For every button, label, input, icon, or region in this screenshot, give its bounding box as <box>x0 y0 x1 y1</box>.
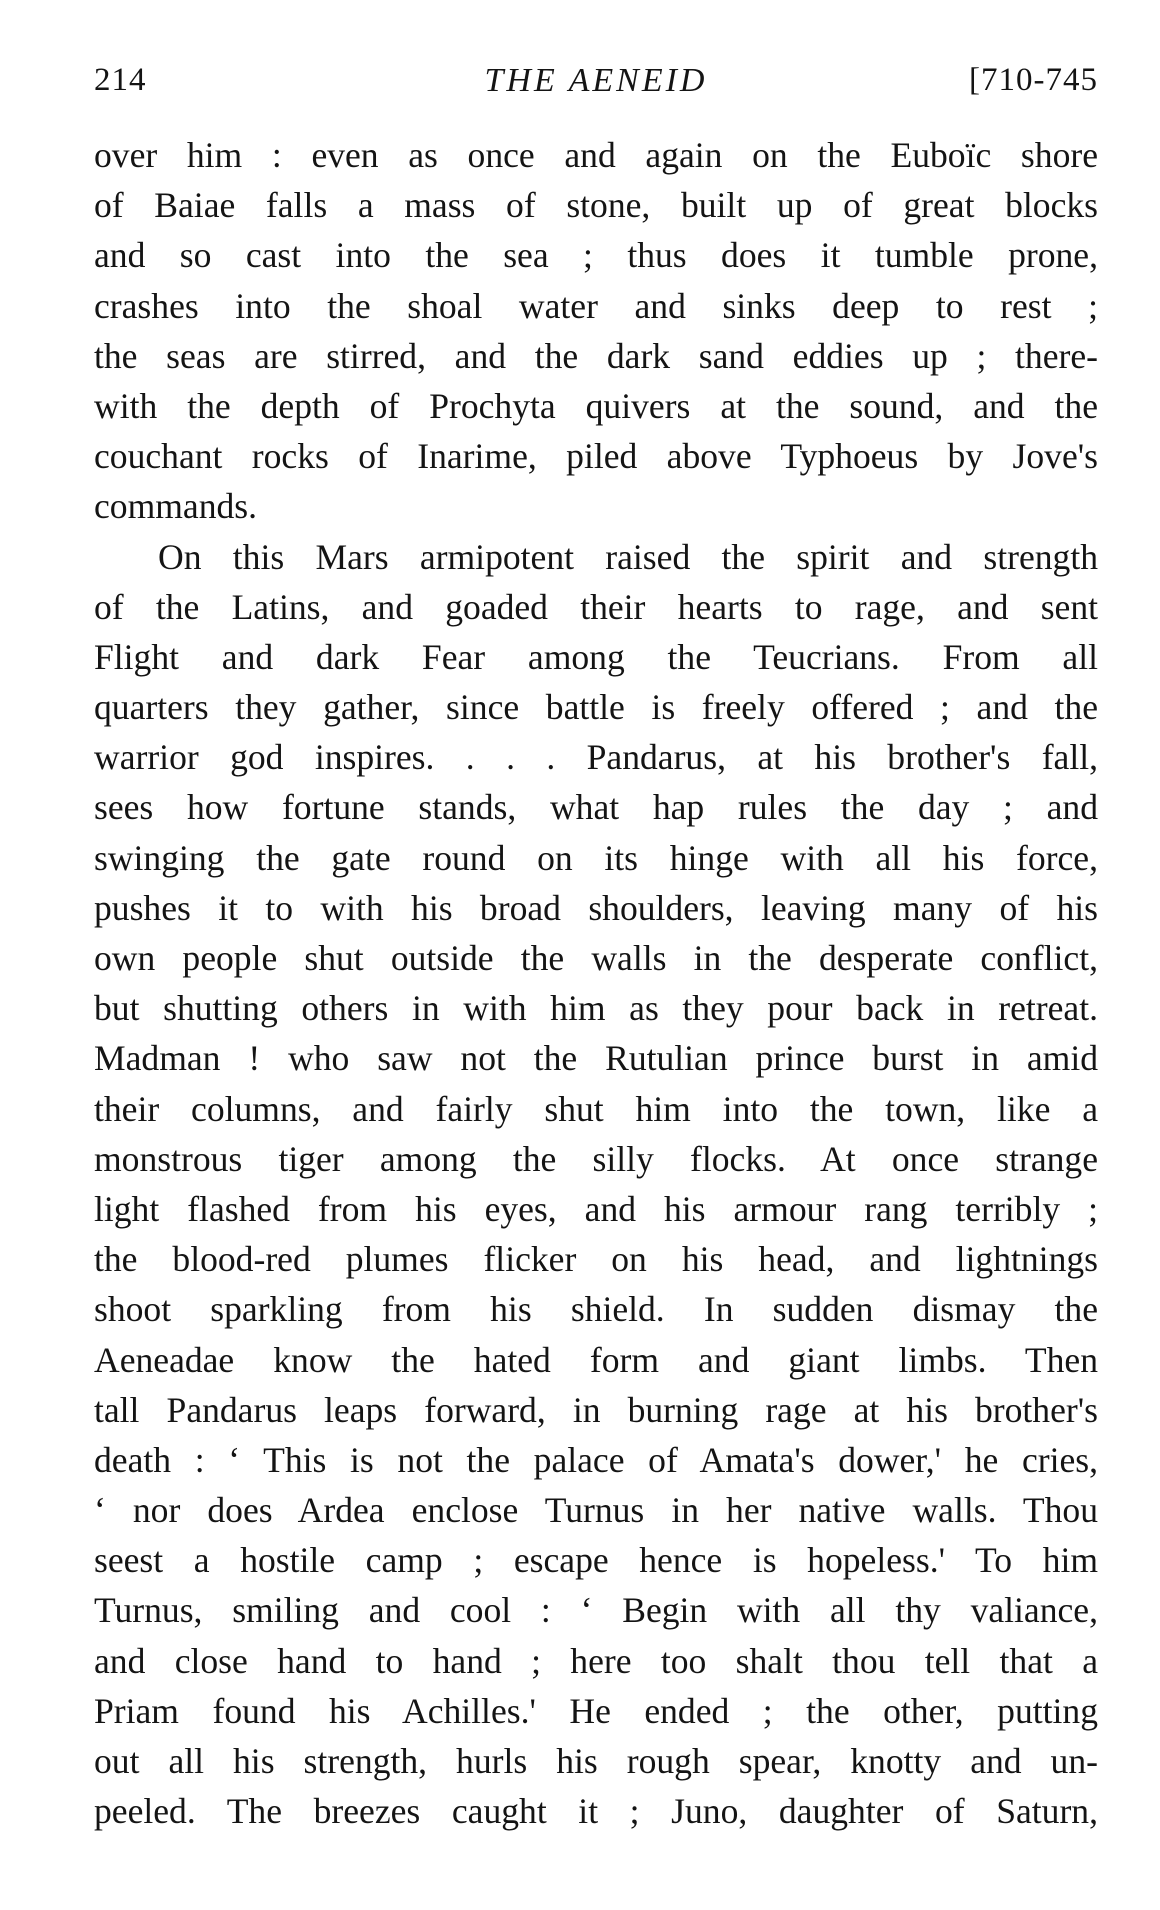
text-line: On this Mars armipotent raised the spirit and strength <box>158 536 1098 577</box>
text-line: seest a hostile camp ; escape hence is hopeless.' To him <box>94 1540 1098 1581</box>
text-line: crashes into the shoal water and sinks deep to rest ; <box>94 285 1098 326</box>
text-line: peeled. The breezes caught it ; Juno, daughter of Saturn, <box>94 1791 1098 1832</box>
text-line: shoot sparkling from his shield. In sudden dismay the <box>94 1289 1098 1330</box>
paragraph <box>94 130 1098 532</box>
text-line: swinging the gate round on its hinge with all his force, <box>94 837 1098 878</box>
text-line: light flashed from his eyes, and his armour rang terribly ; <box>94 1188 1098 1229</box>
text-line: monstrous tiger among the silly flocks. At once strange <box>94 1138 1098 1179</box>
text-line: tall Pandarus leaps forward, in burning rage at his brother's <box>94 1389 1098 1430</box>
text-line: their columns, and fairly shut him into the town, like a <box>94 1088 1098 1129</box>
body-text <box>94 130 1098 1836</box>
text-line: and close hand to hand ; here too shalt thou tell that a <box>94 1640 1098 1681</box>
page-number: 214 <box>94 62 147 98</box>
text-line: out all his strength, hurls his rough spear, knotty and un- <box>94 1741 1098 1781</box>
text-line: of Baiae falls a mass of stone, built up of great blocks <box>94 185 1098 226</box>
line-range: [710-745 <box>969 62 1098 98</box>
text-line: and so cast into the sea ; thus does it tumble prone, <box>94 235 1098 276</box>
text-line: pushes it to with his broad shoulders, leaving many of his <box>94 887 1098 928</box>
text-line: own people shut outside the walls in the desperate conflict, <box>94 938 1098 978</box>
text-line: commands. <box>94 486 258 527</box>
text-line: of the Latins, and goaded their hearts to rage, and sent <box>94 586 1098 627</box>
running-title: THE AENEID <box>484 62 708 99</box>
paragraph <box>94 532 1098 1837</box>
text-line: death : ‘ This is not the palace of Amata's dower,' he cries, <box>94 1439 1098 1480</box>
text-line: with the depth of Prochyta quivers at the sound, and the <box>94 385 1098 426</box>
text-line: Madman ! who saw not the Rutulian prince burst in amid <box>94 1038 1098 1079</box>
text-line: couchant rocks of Inarime, piled above Typhoeus by Jove's <box>94 436 1098 477</box>
text-line: Aeneadae know the hated form and giant limbs. Then <box>94 1339 1098 1380</box>
text-line: quarters they gather, since battle is freely offered ; and the <box>94 687 1098 728</box>
text-line: warrior god inspires. . . . Pandarus, at his brother's fall, <box>94 737 1098 778</box>
text-line: ‘ nor does Ardea enclose Turnus in her native walls. Thou <box>94 1490 1098 1531</box>
text-line: the blood-red plumes flicker on his head, and lightnings <box>94 1239 1098 1280</box>
text-line: sees how fortune stands, what hap rules the day ; and <box>94 787 1098 828</box>
text-line: the seas are stirred, and the dark sand eddies up ; there- <box>94 335 1098 376</box>
text-line: Flight and dark Fear among the Teucrians. From all <box>94 636 1098 677</box>
text-line: but shutting others in with him as they pour back in retreat. <box>94 988 1098 1029</box>
text-line: Priam found his Achilles.' He ended ; the other, putting <box>94 1690 1098 1731</box>
book-page <box>94 52 1098 1836</box>
text-line: Turnus, smiling and cool : ‘ Begin with all thy valiance, <box>94 1590 1098 1631</box>
running-head <box>94 52 1098 118</box>
text-line: over him : even as once and again on the Euboïc shore <box>94 135 1098 175</box>
